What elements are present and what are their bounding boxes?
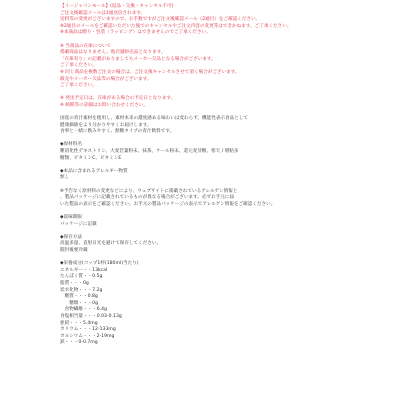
allergy-note-line: ※予告なく原材料の変更などにより、ウェブサイトに掲載されているアレルゲン情報と <box>60 188 238 194</box>
ingredients-heading: ◆原材料名 <box>60 142 82 148</box>
nutrition-row: エネルギー・・13kcal <box>60 267 108 273</box>
ingredients-section <box>60 142 400 162</box>
notice-line: ※ 同じ商品を複数ご注文の場合は、ご注文後キャンセルさせて頂く場合がございます。 <box>60 69 240 75</box>
shipping-notice-section <box>60 96 400 109</box>
nutrition-row: 糖質・・・0.8g <box>60 294 98 300</box>
best-before-heading: ◆賞味期限 <box>60 215 82 220</box>
nutrition-row: 亜鉛・・・5.4mg <box>60 320 98 326</box>
notice-line: 販売やメーカー欠品等の場合がございます。 <box>60 76 152 82</box>
description-line: 健康価値をより分かりやすくお届けします。 <box>60 122 152 128</box>
notice-line: 掲載商品はなりません。他店舗併売品となります。 <box>60 50 166 56</box>
notice-line: ※ 当商品の在庫について <box>60 43 112 49</box>
storage-heading: ◆保存方法 <box>60 234 82 240</box>
best-before-section <box>60 215 400 228</box>
notice-line: 送料等の変更がございますので、お手数ですがご注文後確認メール（2通目）をご確認ください。 <box>60 17 261 23</box>
allergy-note-section <box>60 189 400 209</box>
nutrition-row: たんぱく質・・0.5g <box>60 274 103 280</box>
notice-line: 【イージャパンモール】(返品・交換・キャンセル不可) <box>60 4 174 9</box>
nutrition-row: 鉄・・・0-0.7mg <box>60 340 98 346</box>
ingredients-line: 難消化性デキストリン、大麦若葉粉末、抹茶、ケール粉末、還元麦芽糖、寒天 / 増粘多 <box>60 149 239 155</box>
notice-line: ※ 発送予定日は、在庫がある場合の予定日となります。 <box>60 96 176 102</box>
nutrition-section <box>60 261 400 347</box>
allergy-note-line: 、製品パッケージに記載されているものが異なる場合がございます。必ずお手元に届 <box>60 195 235 201</box>
storage-line: 開封後要冷蔵 <box>60 247 88 253</box>
storage-line: 高温多湿、直射日光を避けて保存してください。 <box>60 241 162 247</box>
description-line: 食事と一緒に飲みやすく、無糖タイプの青汁飲料です。 <box>60 129 175 135</box>
order-notice-section <box>60 4 400 37</box>
nutrition-row: 脂質・・・0g <box>60 280 89 286</box>
notice-line: ご了承ください。 <box>60 83 97 89</box>
notice-line: ※本商品は贈り・包装（ラッピング）はできませんのでご了承ください。 <box>60 30 211 36</box>
product-description <box>60 116 400 136</box>
nutrition-row: 炭水化物・・・7.2g <box>60 287 103 293</box>
best-before-value: パッケージに記載 <box>60 221 97 227</box>
notice-line: ※ 納期等の詳細はお問い合わせください。 <box>60 102 148 108</box>
nutrition-row: 食物繊維・・・6.4g <box>60 307 107 313</box>
allergy-note-line: いた製品の表示をご確認ください。お手元の製品パッケージの表示でアレルゲン情報をご確認ください。 <box>60 201 276 207</box>
nutrition-row: カルシウム・・・2-19mg <box>60 333 115 339</box>
stock-notice-section <box>60 44 400 90</box>
description-line: 国産の青汁素材を使用し、素材本来の濃度感ある味わいは変わらず、機能性表示食品として <box>60 116 248 122</box>
allergy-section <box>60 169 400 182</box>
nutrition-row: 食塩相当量・・・0.03-0.13g <box>60 313 122 319</box>
allergy-value: 無し <box>60 175 70 181</box>
notice-line: 「在庫有り」の記載がありましてもメーカー欠品となる場合がございます。 <box>60 56 216 62</box>
notice-line: ご注文後確認メールは1通送信されます。 <box>60 10 146 16</box>
allergy-heading: ◆本品に含まれるアレルギー物質 <box>60 168 128 174</box>
notice-line: ※2通目のメールをご確認いただいた後でのキャンセルやご注文内容の変更等はできかねます。ご了承ください。 <box>60 23 292 29</box>
storage-section <box>60 235 400 255</box>
ingredients-line: 糖類、ビタミンC、ビタミンE <box>60 155 122 161</box>
nutrition-heading: ◆栄養成分(コップ1杯(180ml)当たり) <box>60 261 139 267</box>
nutrition-row: カリウム・・・12-133mg <box>60 327 116 333</box>
notice-line: ご了承ください。 <box>60 63 97 69</box>
nutrition-row: 糖類・・・0g <box>60 300 98 306</box>
